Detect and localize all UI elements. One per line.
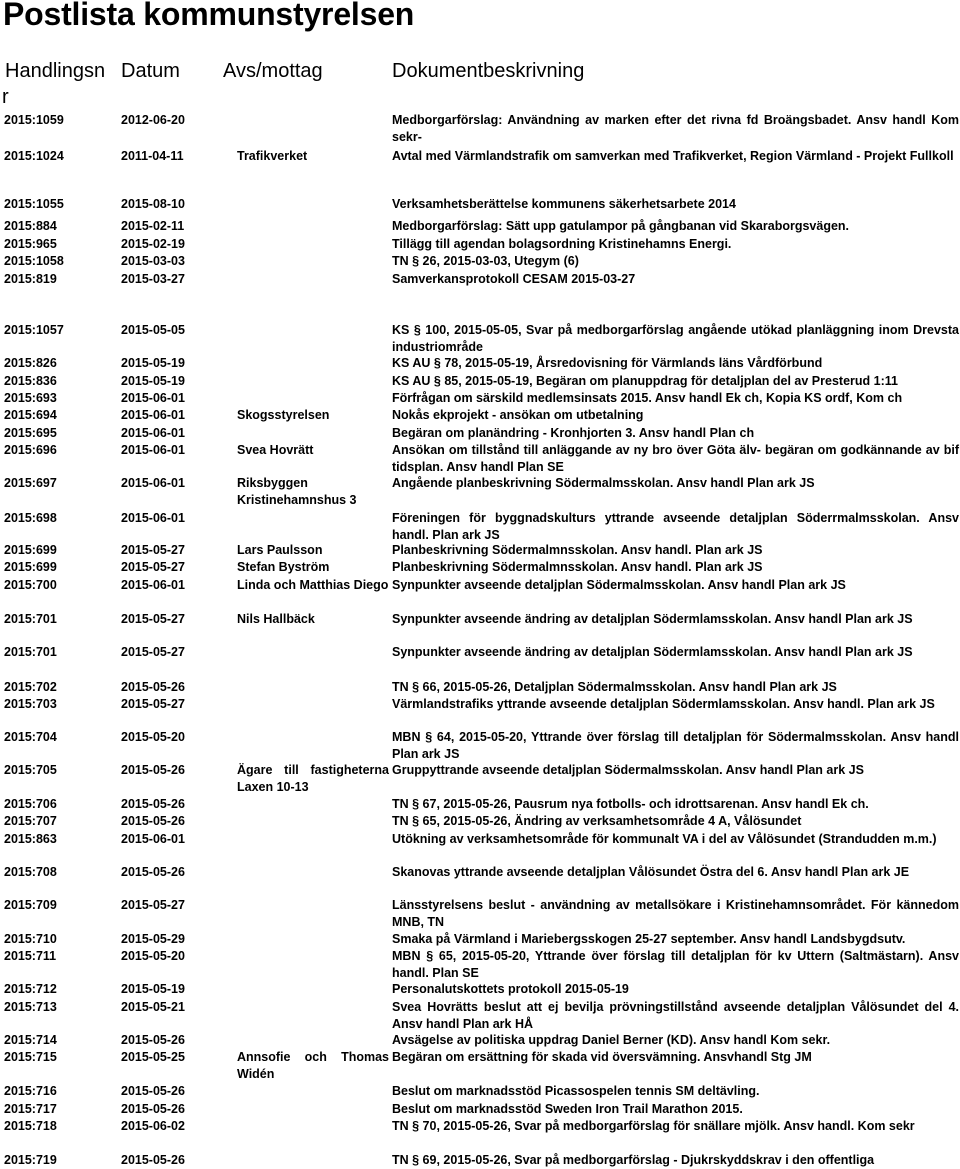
description-cell: TN § 67, 2015-05-26, Pausrum nya fotbolls- och idrottsarenan. Ansv handl Ek ch. bbox=[392, 797, 869, 811]
date-cell: 2015-05-26 bbox=[121, 1033, 185, 1047]
description-cell: Medborgarförslag: Sätt upp gatulampor på gångbanan vid Skaraborgsvägen. bbox=[392, 219, 850, 233]
handlingsnr-cell: 2015:695 bbox=[4, 426, 57, 440]
description-cell: Angående planbeskrivning Södermalmsskolan. Ansv handl Plan ark JS bbox=[392, 476, 815, 490]
date-cell: 2015-05-27 bbox=[121, 612, 185, 626]
handlingsnr-cell: 2015:702 bbox=[4, 680, 57, 694]
avs-mottag-cell: Annsofie och Thomas Widén bbox=[237, 1050, 389, 1081]
description-cell: MBN § 65, 2015-05-20, Yttrande över förslag till detaljplan för kv Uttern (Saltmästarn). Ansv handl. Plan SE bbox=[392, 949, 959, 980]
date-cell: 2015-06-01 bbox=[121, 391, 185, 405]
avs-mottag-cell: Ägare till fastigheterna Laxen 10-13 bbox=[237, 763, 389, 794]
date-cell: 2015-06-01 bbox=[121, 578, 185, 592]
date-cell: 2015-05-26 bbox=[121, 1084, 185, 1098]
handlingsnr-cell: 2015:704 bbox=[4, 730, 57, 744]
avs-mottag-cell: Trafikverket bbox=[237, 149, 308, 163]
header-dokumentbeskrivning: Dokumentbeskrivning bbox=[392, 60, 585, 82]
avs-mottag-cell: Skogsstyrelsen bbox=[237, 408, 330, 422]
description-cell: Skanovas yttrande avseende detaljplan Vålösundet Östra del 6. Ansv handl Plan ark JE bbox=[392, 865, 910, 879]
date-cell: 2011-04-11 bbox=[121, 149, 184, 163]
date-cell: 2015-05-26 bbox=[121, 763, 185, 777]
date-cell: 2015-05-21 bbox=[121, 1000, 185, 1014]
description-cell: Personalutskottets protokoll 2015-05-19 bbox=[392, 982, 629, 996]
description-cell: Utökning av verksamhetsområde för kommunalt VA i del av Vålösundet (Strandudden m.m.) bbox=[392, 832, 937, 846]
date-cell: 2015-02-19 bbox=[121, 237, 185, 251]
date-cell: 2015-05-19 bbox=[121, 982, 185, 996]
date-cell: 2015-06-01 bbox=[121, 476, 185, 490]
handlingsnr-cell: 2015:701 bbox=[4, 645, 57, 659]
avs-mottag-cell: Nils Hallbäck bbox=[237, 612, 315, 626]
handlingsnr-cell: 2015:708 bbox=[4, 865, 57, 879]
date-cell: 2015-02-11 bbox=[121, 219, 185, 233]
header-avs-mottag: Avs/mottag bbox=[223, 60, 323, 82]
handlingsnr-cell: 2015:1055 bbox=[4, 197, 64, 211]
header-datum: Datum bbox=[121, 60, 180, 82]
handlingsnr-cell: 2015:701 bbox=[4, 612, 57, 626]
description-cell: Svea Hovrätts beslut att ej bevilja prövningstillstånd avseende detaljplan Vålösundet del 4. Ansv handl Plan ark HÅ bbox=[392, 1000, 959, 1031]
handlingsnr-cell: 2015:710 bbox=[4, 932, 57, 946]
description-cell: Värmlandstrafiks yttrande avseende detaljplan Södermlamsskolan. Ansv handl. Plan ark JS bbox=[392, 697, 935, 711]
date-cell: 2015-05-27 bbox=[121, 898, 185, 912]
handlingsnr-cell: 2015:699 bbox=[4, 560, 57, 574]
description-cell: Begäran om ersättning för skada vid översvämning. Ansvhandl Stg JM bbox=[392, 1050, 812, 1064]
description-cell: KS § 100, 2015-05-05, Svar på medborgarförslag angående utökad planläggning inom Drevsta industriområde bbox=[392, 323, 959, 354]
avs-mottag-cell: Svea Hovrätt bbox=[237, 443, 314, 457]
description-cell: Länsstyrelsens beslut - användning av metallsökare i Kristinehamnsområdet. För kännedom MNB, TN bbox=[392, 898, 959, 929]
date-cell: 2015-05-25 bbox=[121, 1050, 185, 1064]
date-cell: 2015-05-20 bbox=[121, 949, 185, 963]
description-cell: Tillägg till agendan bolagsordning Kristinehamns Energi. bbox=[392, 237, 732, 251]
description-cell: Gruppyttrande avseende detaljplan Södermalmsskolan. Ansv handl Plan ark JS bbox=[392, 763, 864, 777]
handlingsnr-cell: 2015:713 bbox=[4, 1000, 57, 1014]
date-cell: 2015-06-01 bbox=[121, 511, 185, 525]
handlingsnr-cell: 2015:1059 bbox=[4, 113, 64, 127]
date-cell: 2015-06-01 bbox=[121, 408, 185, 422]
date-cell: 2015-08-10 bbox=[121, 197, 185, 211]
description-cell: MBN § 64, 2015-05-20, Yttrande över förslag till detaljplan för Södermalmsskolan. Ansv handl Plan ark JS bbox=[392, 730, 959, 761]
handlingsnr-cell: 2015:706 bbox=[4, 797, 57, 811]
handlingsnr-cell: 2015:693 bbox=[4, 391, 57, 405]
date-cell: 2015-05-27 bbox=[121, 697, 185, 711]
date-cell: 2015-06-01 bbox=[121, 832, 185, 846]
handlingsnr-cell: 2015:699 bbox=[4, 543, 57, 557]
description-cell: Föreningen för byggnadskulturs yttrande avseende detaljplan Söderrmalmsskolan. Ansv handl. Plan ark JS bbox=[392, 511, 959, 542]
header-handlingsnr-wrap: r bbox=[2, 86, 9, 108]
date-cell: 2015-06-02 bbox=[121, 1119, 185, 1133]
handlingsnr-cell: 2015:719 bbox=[4, 1153, 57, 1167]
description-cell: KS AU § 85, 2015-05-19, Begäran om planuppdrag för detaljplan del av Presterud 1:11 bbox=[392, 374, 898, 388]
date-cell: 2015-05-19 bbox=[121, 374, 185, 388]
handlingsnr-cell: 2015:694 bbox=[4, 408, 57, 422]
description-cell: TN § 65, 2015-05-26, Ändring av verksamhetsområde 4 A, Vålösundet bbox=[392, 814, 802, 828]
description-cell: KS AU § 78, 2015-05-19, Årsredovisning för Värmlands läns Vårdförbund bbox=[392, 356, 823, 370]
handlingsnr-cell: 2015:718 bbox=[4, 1119, 57, 1133]
date-cell: 2015-05-27 bbox=[121, 560, 185, 574]
handlingsnr-cell: 2015:705 bbox=[4, 763, 57, 777]
date-cell: 2015-03-03 bbox=[121, 254, 185, 268]
description-cell: Planbeskrivning Södermalmnsskolan. Ansv handl. Plan ark JS bbox=[392, 543, 763, 557]
avs-mottag-cell: Riksbyggen Kristinehamnshus 3 bbox=[237, 476, 357, 507]
date-cell: 2012-06-20 bbox=[121, 113, 185, 127]
handlingsnr-cell: 2015:696 bbox=[4, 443, 57, 457]
description-cell: Beslut om marknadsstöd Sweden Iron Trail Marathon 2015. bbox=[392, 1102, 743, 1116]
date-cell: 2015-05-29 bbox=[121, 932, 185, 946]
handlingsnr-cell: 2015:1058 bbox=[4, 254, 64, 268]
handlingsnr-cell: 2015:965 bbox=[4, 237, 57, 251]
description-cell: Avsägelse av politiska uppdrag Daniel Berner (KD). Ansv handl Kom sekr. bbox=[392, 1033, 831, 1047]
description-cell: Förfrågan om särskild medlemsinsats 2015. Ansv handl Ek ch, Kopia KS ordf, Kom ch bbox=[392, 391, 903, 405]
date-cell: 2015-05-20 bbox=[121, 730, 185, 744]
handlingsnr-cell: 2015:863 bbox=[4, 832, 57, 846]
header-handlingsnr: Handlingsn bbox=[5, 60, 106, 82]
handlingsnr-cell: 2015:714 bbox=[4, 1033, 57, 1047]
date-cell: 2015-03-27 bbox=[121, 272, 185, 286]
date-cell: 2015-05-26 bbox=[121, 1153, 185, 1167]
avs-mottag-cell: Lars Paulsson bbox=[237, 543, 323, 557]
date-cell: 2015-05-26 bbox=[121, 1102, 185, 1116]
date-cell: 2015-05-27 bbox=[121, 543, 185, 557]
handlingsnr-cell: 2015:836 bbox=[4, 374, 57, 388]
handlingsnr-cell: 2015:709 bbox=[4, 898, 57, 912]
date-cell: 2015-06-01 bbox=[121, 426, 185, 440]
description-cell: Medborgarförslag: Användning av marken efter det rivna fd Broängsbadet. Ansv handl Kom sekr- bbox=[392, 113, 959, 144]
handlingsnr-cell: 2015:1057 bbox=[4, 323, 64, 337]
handlingsnr-cell: 2015:826 bbox=[4, 356, 57, 370]
description-cell: TN § 69, 2015-05-26, Svar på medborgarförslag - Djukrskyddskrav i den offentliga bbox=[392, 1153, 875, 1167]
page-title: Postlista kommunstyrelsen bbox=[3, 0, 415, 32]
date-cell: 2015-05-19 bbox=[121, 356, 185, 370]
description-cell: Planbeskrivning Södermalmnsskolan. Ansv handl. Plan ark JS bbox=[392, 560, 763, 574]
description-cell: Avtal med Värmlandstrafik om samverkan med Trafikverket, Region Värmland - Projekt Fullkoll bbox=[392, 149, 954, 163]
description-cell: Synpunkter avseende ändring av detaljplan Södermlamsskolan. Ansv handl Plan ark JS bbox=[392, 645, 913, 659]
date-cell: 2015-05-26 bbox=[121, 814, 185, 828]
description-cell: TN § 66, 2015-05-26, Detaljplan Södermalmsskolan. Ansv handl Plan ark JS bbox=[392, 680, 837, 694]
handlingsnr-cell: 2015:717 bbox=[4, 1102, 57, 1116]
date-cell: 2015-05-26 bbox=[121, 680, 185, 694]
description-cell: Beslut om marknadsstöd Picassospelen tennis SM deltävling. bbox=[392, 1084, 760, 1098]
description-cell: TN § 26, 2015-03-03, Utegym (6) bbox=[392, 254, 579, 268]
handlingsnr-cell: 2015:697 bbox=[4, 476, 57, 490]
description-cell: Synpunkter avseende detaljplan Södermalmsskolan. Ansv handl Plan ark JS bbox=[392, 578, 846, 592]
avs-mottag-cell: Stefan Byström bbox=[237, 560, 330, 574]
date-cell: 2015-05-27 bbox=[121, 645, 185, 659]
date-cell: 2015-05-26 bbox=[121, 797, 185, 811]
handlingsnr-cell: 2015:1024 bbox=[4, 149, 64, 163]
handlingsnr-cell: 2015:711 bbox=[4, 949, 57, 963]
description-cell: Samverkansprotokoll CESAM 2015-03-27 bbox=[392, 272, 636, 286]
handlingsnr-cell: 2015:700 bbox=[4, 578, 57, 592]
description-cell: Begäran om planändring - Kronhjorten 3. Ansv handl Plan ch bbox=[392, 426, 755, 440]
handlingsnr-cell: 2015:819 bbox=[4, 272, 57, 286]
description-cell: TN § 70, 2015-05-26, Svar på medborgarförslag för snällare mjölk. Ansv handl. Kom sekr bbox=[392, 1119, 915, 1133]
handlingsnr-cell: 2015:698 bbox=[4, 511, 57, 525]
avs-mottag-cell: Linda och Matthias Diego bbox=[237, 578, 389, 592]
handlingsnr-cell: 2015:884 bbox=[4, 219, 57, 233]
date-cell: 2015-05-26 bbox=[121, 865, 185, 879]
description-cell: Nokås ekprojekt - ansökan om utbetalning bbox=[392, 408, 644, 422]
description-cell: Smaka på Värmland i Mariebergsskogen 25-27 september. Ansv handl Landsbygdsutv. bbox=[392, 932, 906, 946]
handlingsnr-cell: 2015:716 bbox=[4, 1084, 57, 1098]
date-cell: 2015-05-05 bbox=[121, 323, 185, 337]
date-cell: 2015-06-01 bbox=[121, 443, 185, 457]
handlingsnr-cell: 2015:703 bbox=[4, 697, 57, 711]
handlingsnr-cell: 2015:707 bbox=[4, 814, 57, 828]
description-cell: Ansökan om tillstånd till anläggande av ny bro över Göta älv- begäran om godkännande av bif tidsplan. Ansv handl Plan SE bbox=[392, 443, 959, 474]
description-cell: Synpunkter avseende ändring av detaljplan Södermlamsskolan. Ansv handl Plan ark JS bbox=[392, 612, 913, 626]
handlingsnr-cell: 2015:712 bbox=[4, 982, 57, 996]
handlingsnr-cell: 2015:715 bbox=[4, 1050, 57, 1064]
description-cell: Verksamhetsberättelse kommunens säkerhetsarbete 2014 bbox=[392, 197, 736, 211]
